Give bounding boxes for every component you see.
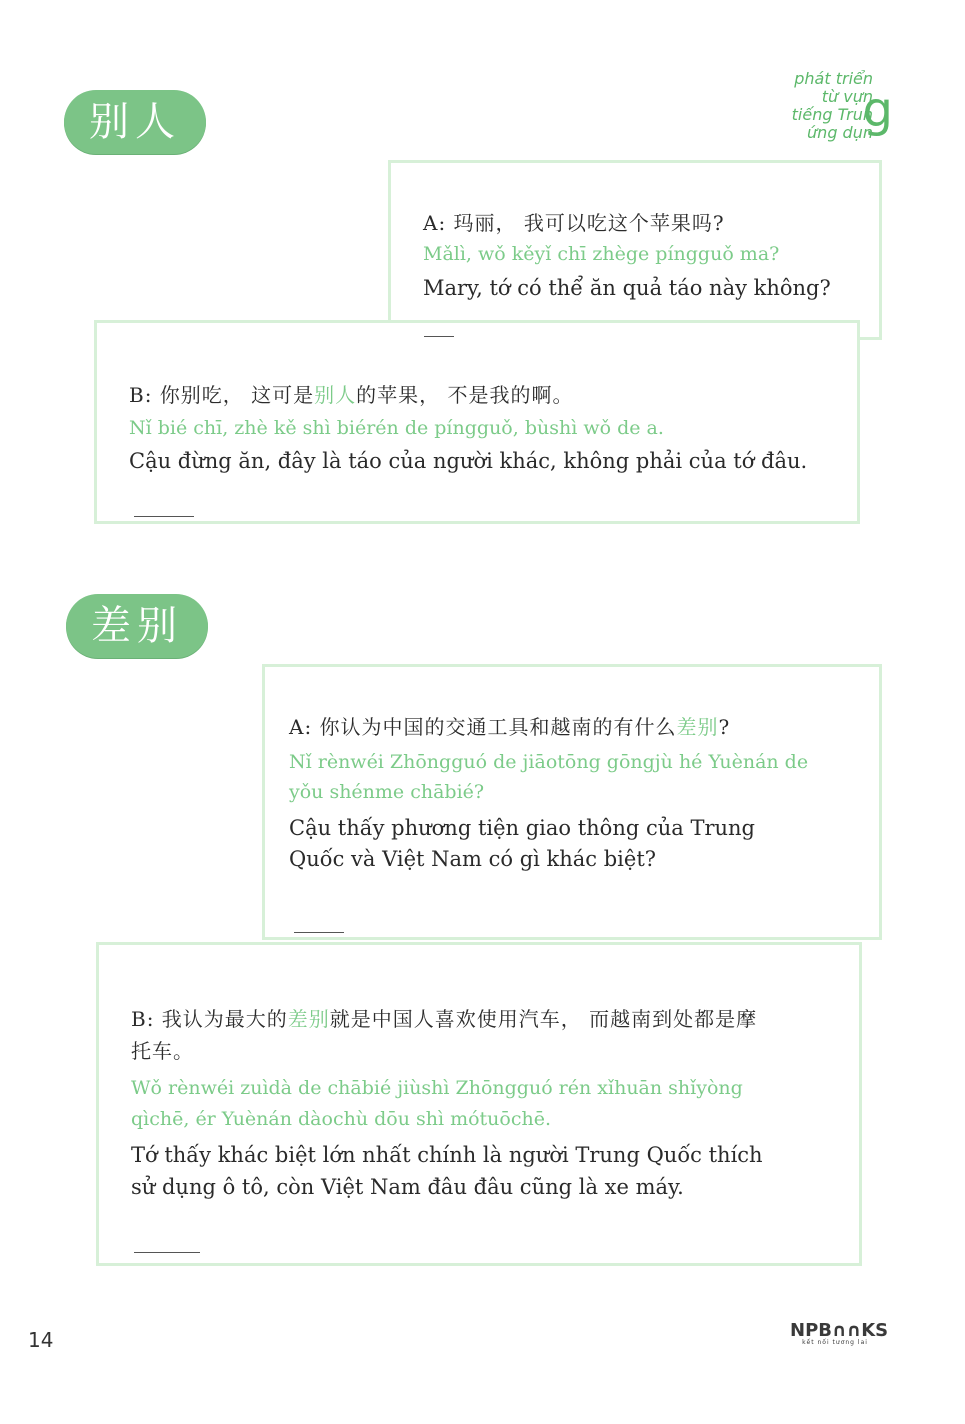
dialog-box-a-2 bbox=[262, 664, 882, 940]
decorative-dash bbox=[134, 1252, 200, 1253]
chinese-line: B: 我认为最大的差别就是中国人喜欢使用汽车， 而越南到处都是摩托车。 bbox=[131, 1007, 758, 1063]
decorative-dash bbox=[424, 336, 454, 337]
chinese-line: A: 你认为中国的交通工具和越南的有什么差别? bbox=[289, 715, 731, 739]
dialog-box-a-1 bbox=[388, 160, 882, 340]
pinyin-line: Nǐ rènwéi Zhōngguó de jiāotōng gōngjù hé Yuènán de yǒu shénme chābié? bbox=[289, 751, 809, 803]
section-title-1: 别人 bbox=[64, 90, 206, 154]
pinyin-line: Wǒ rènwéi zuìdà de chābié jiùshì Zhōngguó rén xǐhuān shǐyòng qìchē, ér Yuènán dàochù dōu shì mótuōchē. bbox=[131, 1077, 743, 1130]
brand-line: tiếng Trun bbox=[791, 105, 873, 124]
brand-letter: g bbox=[862, 82, 893, 138]
dialog-box-b-2 bbox=[96, 942, 862, 1266]
decorative-dash bbox=[294, 932, 344, 933]
series-brand bbox=[791, 69, 893, 142]
section-title-2: 差别 bbox=[66, 594, 208, 658]
brand-line: từ vựn bbox=[821, 87, 873, 106]
logo-tagline: kết nối tương lai bbox=[802, 1339, 868, 1346]
vietnamese-line: Cậu đừng ăn, đây là táo của người khác, không phải của tớ đâu. bbox=[129, 449, 808, 473]
vietnamese-line: Cậu thấy phương tiện giao thông của Trung Quốc và Việt Nam có gì khác biệt? bbox=[289, 816, 755, 871]
pinyin-line: Mǎlì, wǒ kěyǐ chī zhège píngguǒ ma? bbox=[423, 243, 780, 265]
brand-line: ứng dụn bbox=[807, 123, 873, 142]
publisher-logo bbox=[790, 1320, 889, 1350]
page-number: 14 bbox=[28, 1328, 54, 1352]
pinyin-line: Nǐ bié chī, zhè kě shì biérén de píngguǒ, bùshì wǒ de a. bbox=[129, 417, 664, 439]
brand-line: phát triển bbox=[794, 69, 873, 88]
vietnamese-line: Mary, tớ có thể ăn quả táo này không? bbox=[423, 276, 831, 300]
chinese-line: A: 玛丽， 我可以吃这个苹果吗? bbox=[423, 211, 725, 235]
logo-text: NPB∩∩KS bbox=[790, 1320, 889, 1341]
dialog-box-b-1 bbox=[94, 320, 860, 524]
vietnamese-line: Tớ thấy khác biệt lớn nhất chính là người Trung Quốc thích sử dụng ô tô, còn Việt Nam đâu đâu cũng là xe máy. bbox=[131, 1143, 763, 1199]
decorative-dash bbox=[134, 516, 194, 517]
chinese-line: B: 你别吃， 这可是别人的苹果， 不是我的啊。 bbox=[129, 383, 574, 407]
